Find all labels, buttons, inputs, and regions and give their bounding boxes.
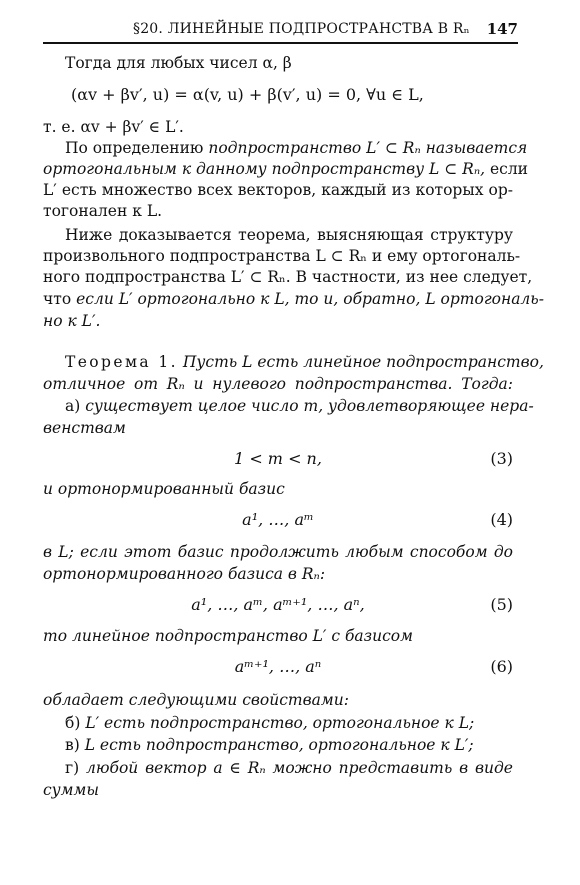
page-number: 147 <box>486 20 518 38</box>
italic-span: существует целое число m, удовлетворяющее нера- <box>85 397 534 415</box>
item-a-line <box>43 396 534 416</box>
italic-span: L′ есть подпространство, ортогональное к L; <box>85 714 475 732</box>
text-line <box>43 289 544 309</box>
formula-number: (3) <box>490 449 513 468</box>
text-line: L′ есть множество всех векторов, каждый из которых ор- <box>43 181 513 199</box>
item-b-line <box>43 713 513 733</box>
italic-line: в L; если этот базис продолжить любым способом до <box>43 543 513 561</box>
formula-number: (5) <box>490 595 513 614</box>
item-marker: в) <box>65 736 85 754</box>
text-line: произвольного подпространства L ⊂ Rₙ и ему ортогональ- <box>43 247 521 265</box>
italic-span: если L′ ортогонально к L, то и, обратно, L ортогональ- <box>76 290 544 308</box>
formula-number: (6) <box>490 657 513 676</box>
item-g-line <box>43 758 513 778</box>
italic-span: подпространство L′ ⊂ Rₙ называется <box>208 139 528 157</box>
formula-body: 1 < m < n, <box>234 449 322 468</box>
italic-line: то линейное подпространство L′ с базисом <box>43 627 413 645</box>
text-span: По определению <box>65 139 209 157</box>
italic-span: L есть подпространство, ортогональное к L′; <box>84 736 474 754</box>
header-title: §20. ЛИНЕЙНЫЕ ПОДПРОСТРАНСТВА В Rₙ <box>133 21 470 37</box>
formula-body: (αv + βv′, u) = α(v, u) + β(v′, u) = 0, ∀u ∈ L, <box>71 85 424 104</box>
item-marker: б) <box>65 714 86 732</box>
item-v-line <box>43 735 513 755</box>
definition-line <box>43 138 528 158</box>
theorem-heading-line <box>43 352 544 372</box>
running-header <box>43 14 518 44</box>
item-marker: а) <box>65 397 86 415</box>
text-line: т. е. αv + βv′ ∈ L′. <box>43 118 184 136</box>
italic-span: любой вектор a ∈ Rₙ можно представить в виде <box>86 759 513 777</box>
item-marker: г) <box>65 759 86 777</box>
italic-line: обладает следующими свойствами: <box>43 691 349 709</box>
text-span: если <box>485 160 529 178</box>
text-line: ного подпространства L′ ⊂ Rₙ. В частности, из нее следует, <box>43 268 533 286</box>
formula-body: aᵐ⁺¹, …, aⁿ <box>234 657 322 676</box>
text-line: Ниже доказывается теорема, выясняющая структуру <box>65 226 513 244</box>
italic-span: ортогональным к данному подпространству L ⊂ Rₙ, <box>43 160 486 178</box>
definition-line <box>43 159 529 179</box>
text-span: что <box>43 290 77 308</box>
text-line: тогонален к L. <box>43 202 163 220</box>
italic-line: отличное от Rₙ и нулевого подпространства. Тогда: <box>43 375 513 393</box>
text-line: Тогда для любых чисел α, β <box>65 54 292 72</box>
italic-line: суммы <box>43 781 99 799</box>
formula-body: a¹, …, aᵐ <box>242 510 314 529</box>
italic-line: и ортонормированный базис <box>43 480 285 498</box>
formula-number: (4) <box>490 510 513 529</box>
italic-line: ортонормированного базиса в Rₙ: <box>43 565 326 583</box>
formula-body: a¹, …, aᵐ, aᵐ⁺¹, …, aⁿ, <box>191 595 365 614</box>
italic-line: но к L′. <box>43 312 101 330</box>
italic-span: Пусть L есть линейное подпространство, <box>177 353 544 371</box>
italic-line: венствам <box>43 419 126 437</box>
theorem-label: Теорема 1. <box>65 353 178 371</box>
